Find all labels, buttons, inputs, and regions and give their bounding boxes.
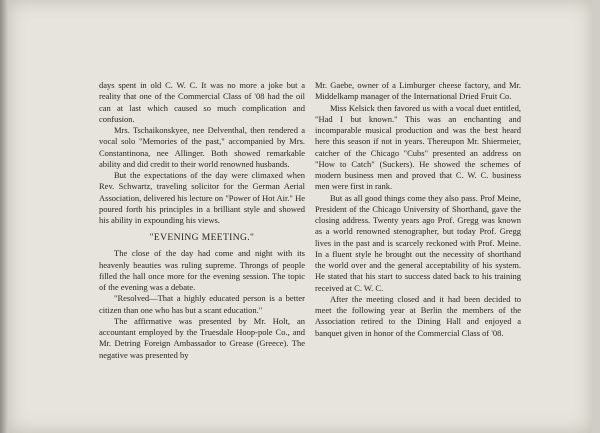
paragraph: "Resolved—That a highly educated person is a better citizen than one who has but a scant education." [99, 293, 305, 315]
paragraph: Miss Kelsick then favored us with a vocal duet entitled, "Had I but known." This was an enchanting and incomparable musical production and was the best heard here this season if not in years. Thereupon Mr. Shiermeier, catcher of the Chicago "Cubs" presented an address on "How to Catch" (Suckers). He showed the schemes of modern business men and proved that C. W. C. business men were first in rank. [315, 102, 521, 192]
paragraph: The close of the day had come and night with its heavenly beauties was ruling supreme. Throngs of people filled the hall once more for the evening session. The topic of the evening was a debate. [99, 248, 305, 292]
paragraph: After the meeting closed and it had been decided to meet the following year at Berlin the members of the Association retired to the Dining Hall and enjoyed a banquet given in honor of the Commercial Class of '08. [315, 293, 521, 338]
paragraph: The affirmative was presented by Mr. Holt, an accountant employed by the Truesdale Hoop-pole Co., and Mr. Detring Foreign Ambassador to Grease (Greece). The negative was presented by [99, 315, 305, 360]
left-column [99, 80, 305, 361]
paragraph: Mr. Gaebe, owner of a Limburger cheese factory, and Mr. Middelkamp manager of the International Dried Fruit Co. [315, 80, 521, 102]
right-column [315, 80, 521, 339]
paragraph: Mrs. Tschaikonskyee, nee Delventhal, then rendered a vocal solo "Memories of the past," accompanied by Mrs. Constantinona, nee Allinger. Both showed remarkable ability and did credit to their world renowned husbands. [99, 125, 305, 169]
section-heading: "EVENING MEETING." [149, 233, 255, 244]
paragraph: But the expectations of the day were climaxed when Rev. Schwartz, traveling solicitor for the German Aerial Association, delivered his lecture on "Power of Hot Air." He poured forth his principles in a brilliant style and showed his ability in expounding his views. [99, 170, 305, 225]
paragraph: days spent in old C. W. C. It was no more a joke but a reality that one of the Commercial Class of '08 had the oil can at last which caused so much complication and confusion. [99, 80, 305, 124]
binding-shadow [0, 0, 8, 433]
paragraph: But as all good things come they also pass. Prof Meine, President of the Chicago University of Shorthand, gave the closing address. Twenty years ago Prof. Gregg was known as a world renowned stenographer, but today Prof. Gregg lives in the past and is scarcely reckoned with Prof. Meine. In a fluent style he brought out the necessity of shorthand the world over and the general acceptability of his system. He stated that his start to success dated back to his training received at C. W. C. [315, 192, 521, 293]
